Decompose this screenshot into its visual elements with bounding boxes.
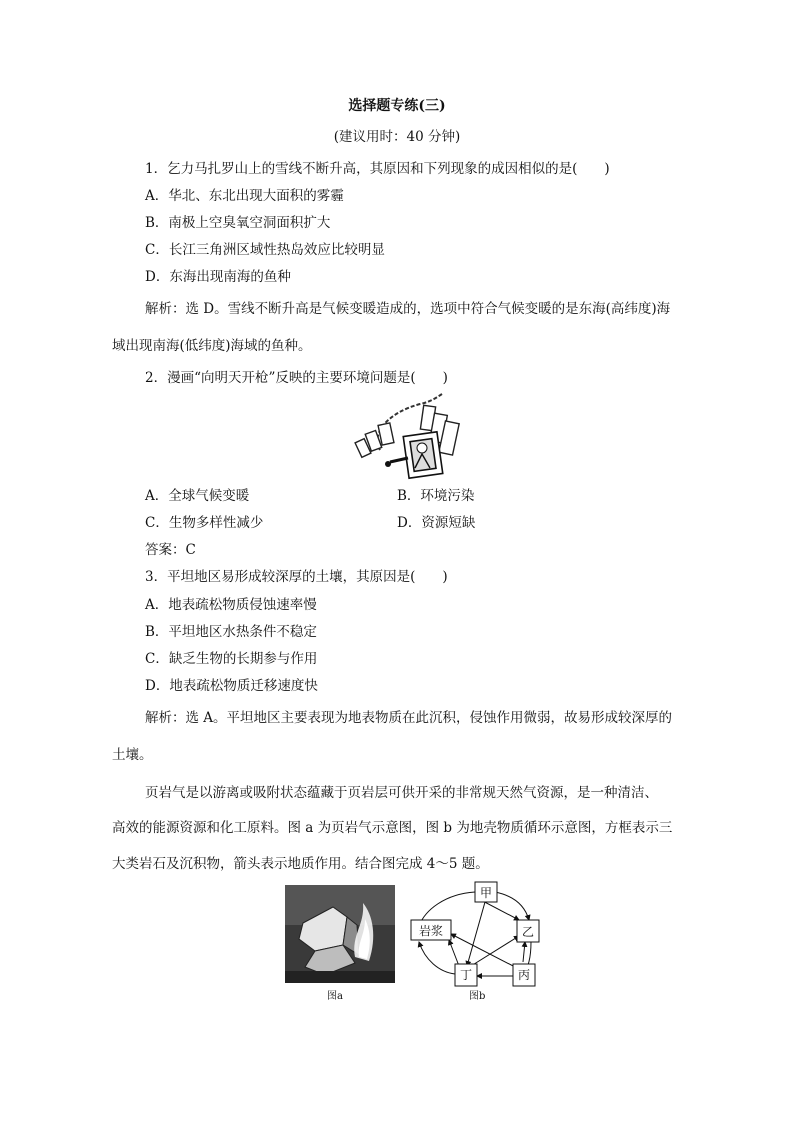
figure-b-caption: 图b (469, 991, 486, 1002)
figure-a-caption: 图a (327, 991, 343, 1002)
q1-option-a: A．华北、东北出现大面积的雾霾 (145, 188, 344, 204)
q2-stem: 2．漫画“向明天开枪”反映的主要环境问题是( ) (145, 370, 448, 386)
q1-option-d: D．东海出现南海的鱼种 (145, 269, 291, 285)
q3-analysis-line-1: 解析：选 A。平坦地区主要表现为地表物质在此沉积，侵蚀作用微弱，故易形成较深厚的 (145, 710, 673, 726)
q2-option-d: D．资源短缺 (397, 515, 476, 531)
q2-option-a: A．全球气候变暖 (145, 488, 250, 504)
q2-answer: 答案：C (145, 542, 196, 558)
node-yi-label: 乙 (521, 925, 535, 939)
q3-analysis-line-2: 土壤。 (112, 747, 153, 763)
q1-analysis-line-2: 域出现南海(低纬度)海域的鱼种。 (112, 338, 312, 354)
q2-option-c: C．生物多样性减少 (145, 515, 264, 531)
node-yan-label: 岩浆 (418, 924, 444, 938)
q1-analysis-line-1: 解析：选 D。雪线不断升高是气候变暖造成的，选项中符合气候变暖的是东海(高纬度)海 (145, 301, 671, 317)
node-jia-label: 甲 (479, 886, 493, 900)
passage-line-1: 页岩气是以游离或吸附状态蕴藏于页岩层可供开采的非常规天然气资源，是一种清洁、 (145, 785, 658, 801)
passage-line-3: 大类岩石及沉积物，箭头表示地质作用。结合图完成 4～5 题。 (112, 856, 489, 872)
q3-option-b: B．平坦地区水热条件不稳定 (145, 624, 317, 640)
q3-stem: 3．平坦地区易形成较深厚的土壤，其原因是( ) (145, 569, 448, 585)
node-ding-label: 丁 (459, 968, 473, 982)
suggested-time: (建议用时：40 分钟) (333, 129, 461, 145)
q3-option-a: A．地表疏松物质侵蚀速率慢 (145, 597, 317, 613)
q2-option-b: B．环境污染 (397, 488, 475, 504)
q1-stem: 1．乞力马扎罗山上的雪线不断升高，其原因和下列现象的成因相似的是( ) (145, 161, 610, 177)
passage-line-2: 高效的能源资源和化工原料。图 a 为页岩气示意图，图 b 为地壳物质循环示意图，方框表示三 (112, 820, 673, 836)
figure-a-photo (285, 885, 395, 983)
q1-option-c: C．长江三角洲区域性热岛效应比较明显 (145, 242, 385, 258)
figure-b-diagram (405, 880, 555, 990)
q3-option-d: D．地表疏松物质迁移速度快 (145, 678, 318, 694)
page-title: 选择题专练(三) (348, 98, 446, 114)
q1-option-b: B．南极上空臭氧空洞面积扩大 (145, 215, 331, 231)
node-bing-label: 丙 (517, 968, 531, 982)
q3-option-c: C．缺乏生物的长期参与作用 (145, 651, 318, 667)
cartoon-image (350, 392, 480, 482)
